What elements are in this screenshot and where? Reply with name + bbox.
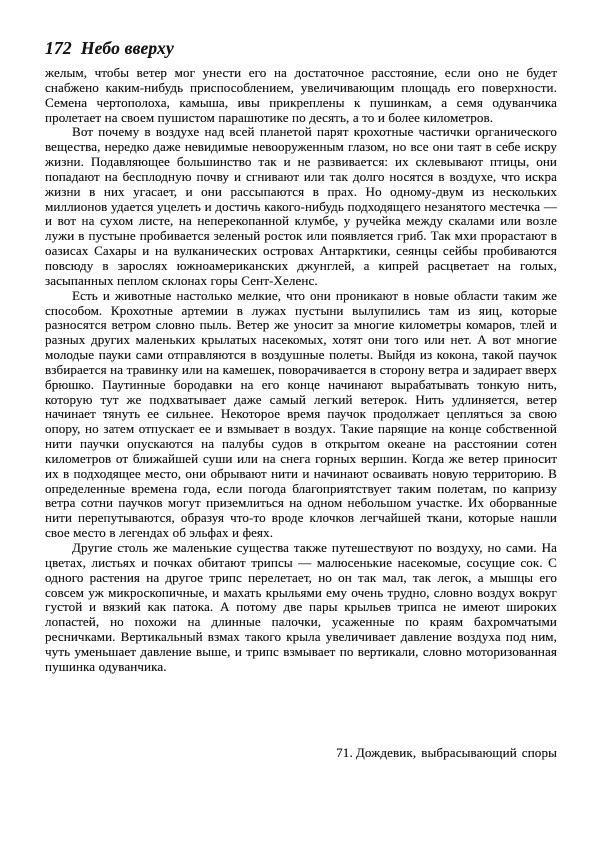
paragraph-continued: желым, чтобы ветер мог унести его на достаточное расстояние, если оно не будет снабжено каким-нибудь приспособлением, увеличивающим площадь его поверхности. Семена чертополоха, камыша, ивы прикреплены к пушинкам, а семя одуванчика пролетает на своем пушистом парашютике по десять, а то и более километров. — [45, 65, 557, 125]
paragraph-organic-particles: Вот почему в воздухе над всей планетой парят крохотные частички органического вещества, нередко даже невидимые невооруженным глазом, но все они таят в себе искру жизни. Подавляющее большинство так и не развивается: их склевывают птицы, они попадают на бесплодную почву и сгнивают или так долго носятся в воздухе, что искра жизни в них угасает, и они рассыпаются в прах. Но одному-двум из нескольких миллионов удается уцелеть и достичь какого-нибудь подходящего незанятого местечка — и вот на сухом листе, на неперекопанной клумбе, у ручейка между скалами или возле лужи в пустыне пробивается зеленый росток или появляется гриб. Так мхи прорастают в оазисах Сахары и на вулканических островах Антарктики, сеянцы сейбы пробиваются повсюду в зарослях южноамериканских джунглей, а кипрей расцветает на голых, засыпанных пеплом склонах горы Сент-Хеленс. — [45, 124, 557, 288]
figure-caption — [45, 745, 557, 760]
body-text-column — [45, 66, 557, 675]
figure-caption-number: 71. — [336, 745, 353, 760]
running-header — [45, 38, 557, 58]
paragraph-tiny-animals-spiders: Есть и животные настолько мелкие, что они проникают в новые области таким же способом. Крохотные артемии в лужах пустыни вылупились там из яиц, которые разносятся ветром словно пыль. Ветер же уносит за многие километры комаров, тлей и разных других маленьких крылатых насекомых, хотят они того или нет. А вот многие молодые пауки сами отправляются в воздушные полеты. Выйдя из кокона, такой паучок взбирается на травинку или на камешек, поворачивается в сторону ветра и задирает вверх брюшко. Паутинные бородавки на его конце начинают вырабатывать тонкую нить, которую тут же подхватывает даже самый легкий ветерок. Нить удлиняется, ветер начинает тянуть ее сильнее. Некоторое время паучок продолжает цепляться за свою опору, но затем отпускает ее и взмывает в воздух. Такие парящие на конце собственной нити паучки опускаются на палубы судов в открытом океане на расстоянии сотен километров от ближайшей суши или на снега горных вершин. Когда же ветер приносит их в подходящее место, они обрывают нити и начинают осваивать новую территорию. В определенные времена года, если погода благоприятствует таким полетам, по капризу ветра сотни паучков могут приземлиться на одном небольшом участке. Их оборванные нити перепутываются, образуя что-то вроде клочков легчайшей ткани, которые нашли свое место в легендах об эльфах и феях. — [45, 287, 557, 541]
figure-caption-text: Дождевик, выбрасывающий споры — [355, 745, 557, 760]
running-chapter-title: Небо вверху — [80, 38, 174, 58]
paragraph-thrips: Другие столь же маленькие существа также путешествуют по воздуху, но сами. На цветах, листьях и почках обитают трипсы — малюсенькие насекомые, сосущие сок. С одного растения на другое трипс перелетает, но он так мал, так легок, а мышцы его совсем уж микроскопичные, и махать крыльями ему очень трудно, словно воздух вокруг густой и вязкий как патока. А потому две пары крыльев трипса не имеют широких лопастей, но похожи на длинные палочки, усаженные по краям бахромчатыми ресничками. Вертикальный взмах такого крыла увеличивает давление воздуха под ним, чуть уменьшает давление выше, и трипс взмывает по вертикали, словно моторизованная пушинка одуванчика. — [45, 540, 557, 674]
page-folio-number: 172 — [45, 38, 72, 58]
